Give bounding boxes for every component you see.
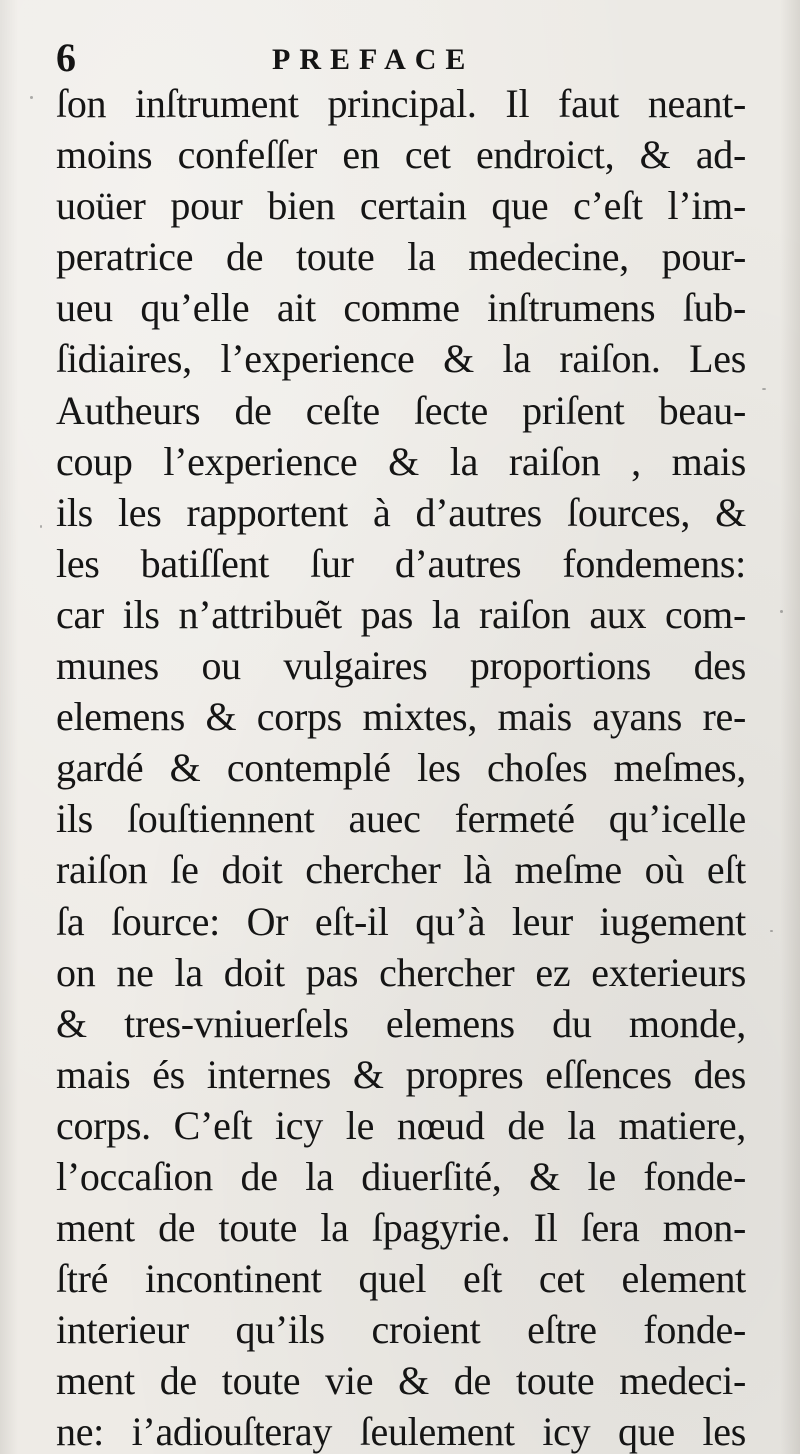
text-line: uoüer pour bien certain que c’eſt l’im- [56,183,746,229]
text-line: l’occaſion de la diuerſité, & le fonde- [56,1153,746,1199]
text-line: ne: i’adiouſteray ſeulement icy que les [56,1409,746,1454]
text-line: ils les rapportent à d’autres ſources, & [56,489,746,535]
text-line: car ils n’attribuẽt pas la raiſon aux com- [56,591,746,637]
page-number: 6 [56,35,76,80]
text-line: interieur qu’ils croient eſtre fonde- [56,1307,746,1353]
text-line: ment de toute vie & de toute medeci- [56,1358,746,1404]
text-line: moins confeſſer en cet endroict, & ad- [56,132,746,178]
ink-speck [30,96,33,99]
ink-speck [40,525,42,528]
text-line: ſtré incontinent quel eſt cet element [56,1256,746,1302]
text-line: raiſon ſe doit chercher là meſme où eſt [56,847,746,893]
ink-speck [770,930,773,932]
text-line: ſa ſource: Or eſt-il qu’à leur iugement [56,898,746,944]
body-text [56,78,746,1454]
text-line: mais és internes & propres eſſences des [56,1051,746,1097]
text-line: ueu qu’elle ait comme inſtrumens ſub- [56,285,746,331]
text-line: munes ou vulgaires proportions des [56,643,746,689]
text-line: les batiſſent ſur d’autres fondemens: [56,540,746,586]
ink-speck [780,610,783,613]
text-line: & tres-vniuerſels elemens du monde, [56,1000,746,1046]
text-line: peratrice de toute la medecine, pour- [56,234,746,280]
text-line: corps. C’eſt icy le nœud de la matiere, [56,1102,746,1148]
text-line: ment de toute la ſpagyrie. Il ſera mon- [56,1205,746,1251]
text-line: ſon inſtrument principal. Il faut neant- [56,81,746,126]
text-line: Autheurs de ceſte ſecte priſent beau- [56,387,746,433]
text-line: coup l’experience & la raiſon , mais [56,438,746,484]
text-line: elemens & corps mixtes, mais ayans re- [56,694,746,740]
text-line: ſidiaires, l’experience & la raiſon. Les [56,336,746,382]
text-line: ils ſouſtiennent auec fermeté qu’icelle [56,796,746,842]
running-head: PREFACE [272,43,475,76]
text-line: on ne la doit pas chercher ez exterieurs [56,949,746,995]
text-line: gardé & contemplé les choſes meſmes, [56,745,746,791]
ink-speck [762,388,766,390]
